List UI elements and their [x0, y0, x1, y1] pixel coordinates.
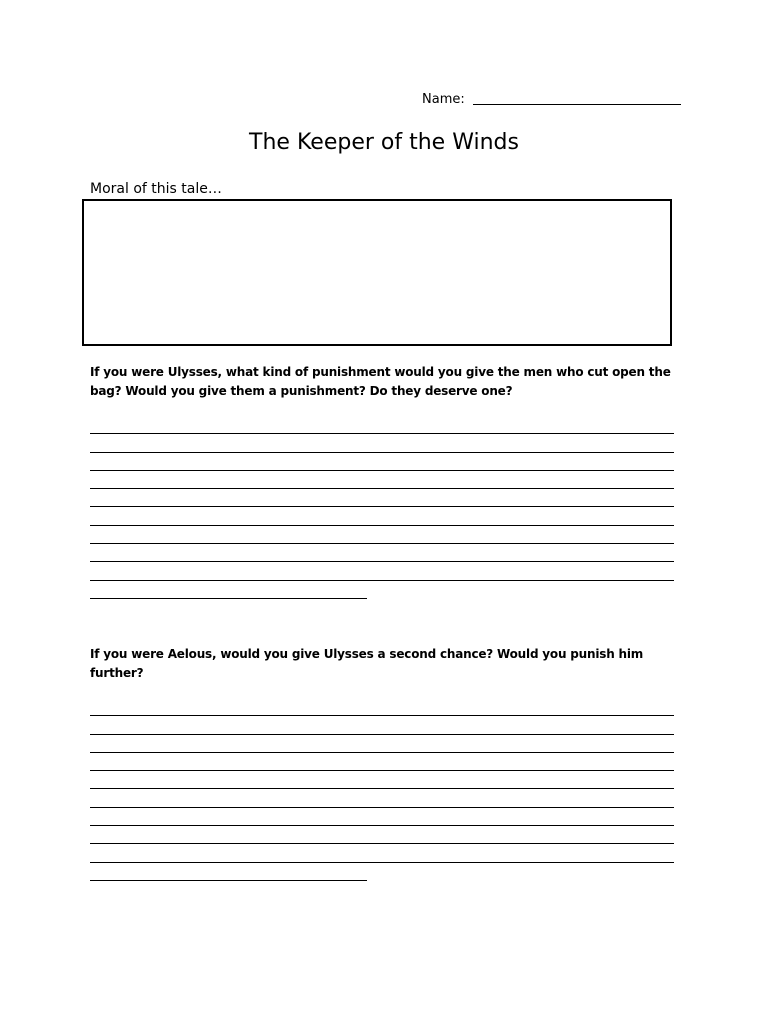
question-2-answer-lines [90, 698, 674, 881]
answer-line[interactable] [90, 526, 674, 544]
moral-answer-box[interactable] [82, 199, 672, 346]
name-input-line[interactable] [473, 92, 681, 105]
answer-line[interactable] [90, 826, 674, 844]
name-label: Name: [422, 92, 465, 107]
answer-line[interactable] [90, 453, 674, 471]
question-2-text: If you were Aelous, would you give Ulysses a second chance? Would you punish him further? [90, 647, 644, 680]
answer-line[interactable] [90, 844, 674, 862]
answer-line[interactable] [90, 434, 674, 452]
answer-line[interactable] [90, 562, 674, 580]
answer-line[interactable] [90, 416, 674, 434]
question-1-text: If you were Ulysses, what kind of punishment would you give the men who cut open the bag? Would you give them a punishment? Do they deserve one? [90, 365, 671, 398]
worksheet-title: The Keeper of the Winds [249, 130, 519, 155]
answer-line[interactable] [90, 808, 674, 826]
question-1-answer-lines [90, 416, 674, 599]
answer-line[interactable] [90, 716, 674, 734]
answer-line[interactable] [90, 735, 674, 753]
answer-line-short[interactable] [90, 581, 367, 599]
moral-label: Moral of this tale… [90, 181, 222, 197]
name-row [422, 92, 681, 108]
answer-line[interactable] [90, 698, 674, 716]
answer-line[interactable] [90, 771, 674, 789]
answer-line[interactable] [90, 789, 674, 807]
answer-line-short[interactable] [90, 863, 367, 881]
answer-line[interactable] [90, 753, 674, 771]
answer-line[interactable] [90, 489, 674, 507]
answer-line[interactable] [90, 507, 674, 525]
answer-line[interactable] [90, 471, 674, 489]
answer-line[interactable] [90, 544, 674, 562]
